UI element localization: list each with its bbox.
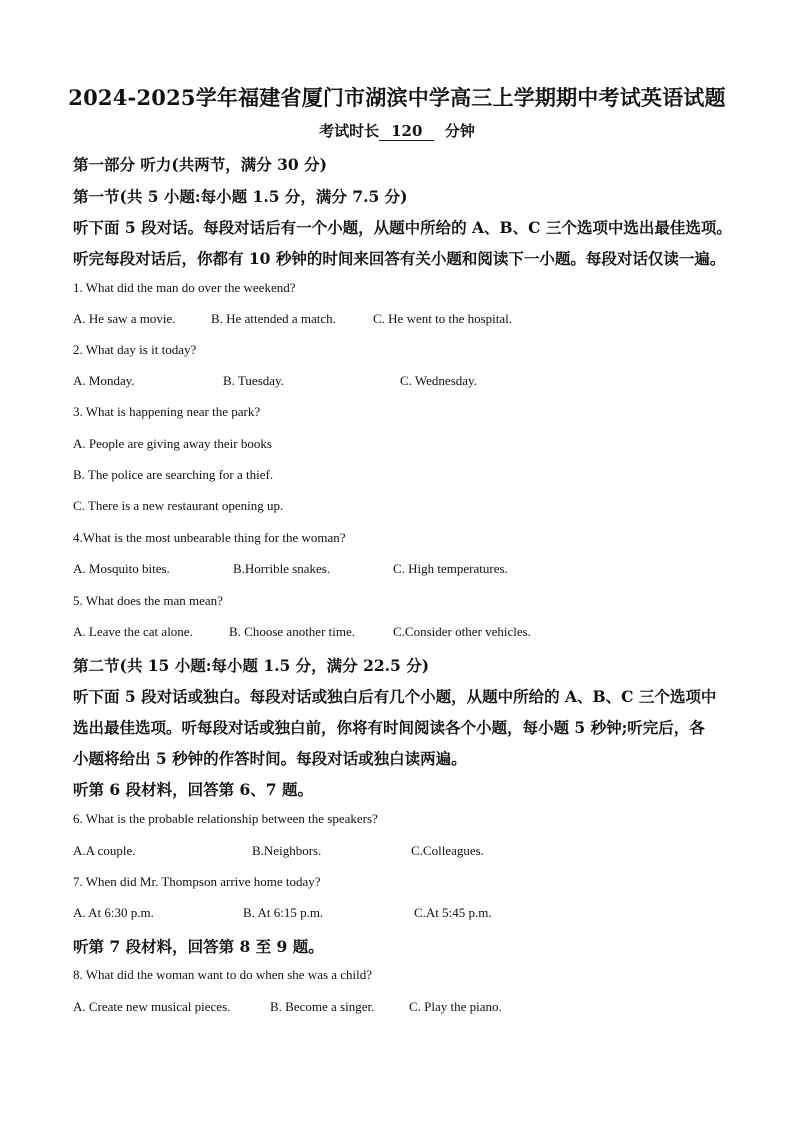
- duration-value: 120: [379, 122, 434, 141]
- option-b: B.Neighbors.: [252, 843, 322, 858]
- option-a: A. Mosquito bites.: [73, 561, 170, 576]
- question-3-option-b: B. The police are searching for a thief.: [73, 467, 274, 482]
- question-8: 8. What did the woman want to do when she was a child?: [73, 967, 373, 982]
- question-1: 1. What did the man do over the weekend?: [73, 280, 296, 295]
- section1-heading: 第一节(共 5 小题:每小题 1.5 分，满分 7.5 分): [73, 187, 408, 206]
- option-c: C. High temperatures.: [393, 561, 508, 576]
- question-3-option-a: A. People are giving away their books: [73, 436, 272, 451]
- part1-heading: 第一部分 听力(共两节，满分 30 分): [73, 155, 327, 174]
- option-a: A. At 6:30 p.m.: [73, 905, 154, 920]
- section2-heading: 第二节(共 15 小题:每小题 1.5 分，满分 22.5 分): [73, 656, 430, 675]
- section1-instruction-line: 听下面 5 段对话。每段对话后有一个小题，从题中所给的 A、B、C 三个选项中选出最佳选项。: [73, 218, 732, 237]
- option-c: C. Wednesday.: [400, 373, 477, 388]
- question-5: 5. What does the man mean?: [73, 593, 223, 608]
- option-a: A. Monday.: [73, 373, 135, 388]
- section2-instruction-line: 听下面 5 段对话或独白。每段对话或独白后有几个小题，从题中所给的 A、B、C 三个选项中: [73, 687, 717, 706]
- section2-instruction-line: 选出最佳选项。听每段对话或独白前，你将有时间阅读各个小题，每小题 5 秒钟;听完后，各: [73, 718, 705, 737]
- option-c: C.Consider other vehicles.: [393, 624, 531, 639]
- option-b: B. Tuesday.: [223, 373, 284, 388]
- option-b: B. He attended a match.: [211, 311, 336, 326]
- section2-instruction-line: 小题将给出 5 秒钟的作答时间。每段对话或独白读两遍。: [73, 749, 467, 768]
- section1-instruction-line: 听完每段对话后，你都有 10 秒钟的时间来回答有关小题和阅读下一小题。每段对话仅读一遍。: [73, 249, 726, 268]
- question-6: 6. What is the probable relationship between the speakers?: [73, 811, 378, 826]
- option-b: B. Become a singer.: [270, 999, 375, 1014]
- option-a: A. Leave the cat alone.: [73, 624, 193, 639]
- question-2: 2. What day is it today?: [73, 342, 197, 357]
- option-b: B. Choose another time.: [229, 624, 356, 639]
- material-6-heading: 听第 6 段材料，回答第 6、7 题。: [73, 780, 313, 799]
- option-b: B.Horrible snakes.: [233, 561, 331, 576]
- question-7: 7. When did Mr. Thompson arrive home today?: [73, 874, 321, 889]
- option-a: A.A couple.: [73, 843, 136, 858]
- option-c: C. He went to the hospital.: [373, 311, 513, 326]
- exam-title: 2024-2025学年福建省厦门市湖滨中学高三上学期期中考试英语试题: [68, 85, 726, 110]
- option-c: C.At 5:45 p.m.: [414, 905, 492, 920]
- question-3: 3. What is happening near the park?: [73, 404, 261, 419]
- option-b: B. At 6:15 p.m.: [243, 905, 324, 920]
- question-4: 4.What is the most unbearable thing for the woman?: [73, 530, 346, 545]
- option-c: C. Play the piano.: [409, 999, 502, 1014]
- duration-prefix: 考试时长: [319, 122, 380, 140]
- question-3-option-c: C. There is a new restaurant opening up.: [73, 498, 284, 513]
- material-7-heading: 听第 7 段材料，回答第 8 至 9 题。: [73, 937, 324, 956]
- duration-suffix: 分钟: [444, 122, 475, 140]
- option-a: A. Create new musical pieces.: [73, 999, 231, 1014]
- option-c: C.Colleagues.: [411, 843, 484, 858]
- option-a: A. He saw a movie.: [73, 311, 176, 326]
- exam-duration: [0, 120, 794, 141]
